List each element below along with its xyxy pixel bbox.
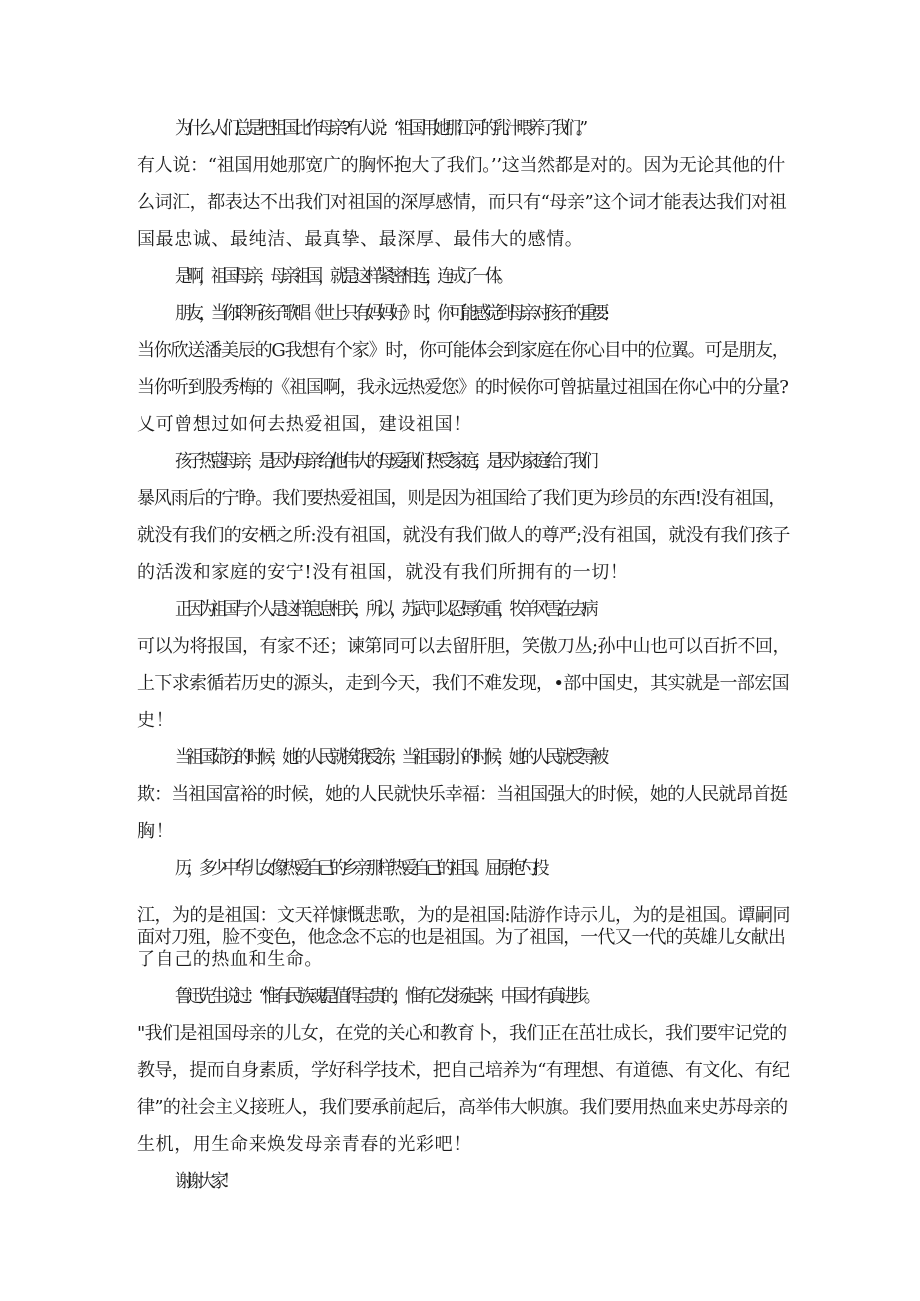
text-line: 有人说：“祖国用她那宽广的胸怀抱大了我们。’’这当然都是对的。因为无论其他的什 — [137, 155, 785, 176]
text-line: 胸！ — [137, 821, 175, 842]
text-line: 生机，用生命来焕发母亲青春的光彩吧！ — [137, 1134, 472, 1155]
text-line: 律”的社会主义接班人，我们要承前起后，高举伟大帜旗。我们要用热血来史苏母亲的 — [137, 1097, 788, 1118]
text-line: 可以为将报国，有家不还；谏第同可以去留肝胆，笑傲刀丛;孙中山也可以百折不回， — [137, 636, 791, 657]
text-line: 史！ — [137, 710, 175, 731]
text-line: 上下求索循若历史的源头，走到今天，我们不难发现，•部中国史，其实就是一部宏国 — [137, 673, 789, 694]
text-line: 教导，提而自身素质，学好科学技术，把自己培养为“有理想、有道德、有文化、有纪 — [137, 1060, 790, 1081]
text-line: 正因为祖国与个人是这样息息相关，所以，苏武可以忍:辱负重，牧羊风雪:在去病 — [175, 599, 594, 620]
text-line: 朋友，当你聆听孩子歌唱《世上只有妈妈好》时，你可能感觉到母亲对孩子的重要: — [175, 303, 605, 324]
text-line: 欺：当祖国富裕的时候，她的人民就快乐幸福：当祖国强大的时候，她的人民就昂首挺 — [137, 784, 787, 805]
text-line: 江，为的是祖国：文天祥慷慨悲歌，为的是祖国:陆游作诗示儿，为的是祖国。谭嗣同 — [137, 905, 791, 926]
text-line: 乂可曾想过如何去热爱祖国，建设祖国！ — [137, 414, 472, 435]
text-line: 了自己的热血和生命。 — [137, 949, 323, 970]
text-line: 当祖国茹穷的时候，她的人民就挨饿受冻；当祖国弱小的时候，她的人民就受辱被 — [175, 747, 605, 768]
text-line: 历，多少中华儿女像热爱自己的乡亲那样热爱自己的祖国。屈原抱勺投 — [175, 858, 545, 879]
text-line: 暴风雨后的宁睁。我们要热爱祖国，则是因为祖国给了我们更为珍员的东西!没有祖国， — [137, 488, 786, 509]
text-line: 国最忠诚、最纯洁、最真挚、最深厚、最伟大的感情。 — [137, 229, 584, 250]
text-line: 鲁迅先生说过：“惟有民族魂是值得宝贵的，惟有它发扬起来，中国才有真进步。 — [175, 986, 596, 1007]
text-line: 当你听到股秀梅的《祖国啊，我永远热爱您》的时候你可曾掂量过祖国在你心中的分量? — [137, 377, 788, 398]
text-line: 的活泼和家庭的安宁!没有祖国，就没有我们所拥有的一切！ — [137, 562, 629, 583]
text-line: 面对刀殂，脸不变色，他念念不忘的也是祖国。为了祖国，一代又一代的英雄儿女献出 — [137, 927, 785, 948]
text-line: 当你欣送潘美辰的G我想有个家》时，你可能体会到家庭在你心目中的位翼。可是朋友， — [137, 340, 789, 361]
text-line: 孩子热蔻母亲，是因为母亲给/他伟大的母爱:我们热受家庭，是因为家庭给了我们 — [175, 451, 594, 472]
text-line: 是啊，祖国母亲，母亲祖国，就是这样紧密相连，连成了一体。 — [175, 266, 509, 287]
text-line: 就没有我们的安栖之所:没有祖国，就没有我们做人的尊严;没有祖国，就没有我们孩子 — [137, 525, 790, 546]
text-line: 么词汇，都表达不出我们对祖国的深厚感情，而只有“母亲”这个词才能表达我们对祖 — [137, 192, 787, 213]
text-line: "我们是祖国母亲的儿女，在党的关心和教育卜，我们正在茁壮成长，我们要牢记党的 — [137, 1023, 787, 1044]
text-line: 为什么人们总是把祖国比作母亲?有人说：“祖国用她那江河的乳汁喂养了我们。” — [175, 118, 584, 139]
text-line: 谢谢大家！ — [175, 1171, 235, 1192]
